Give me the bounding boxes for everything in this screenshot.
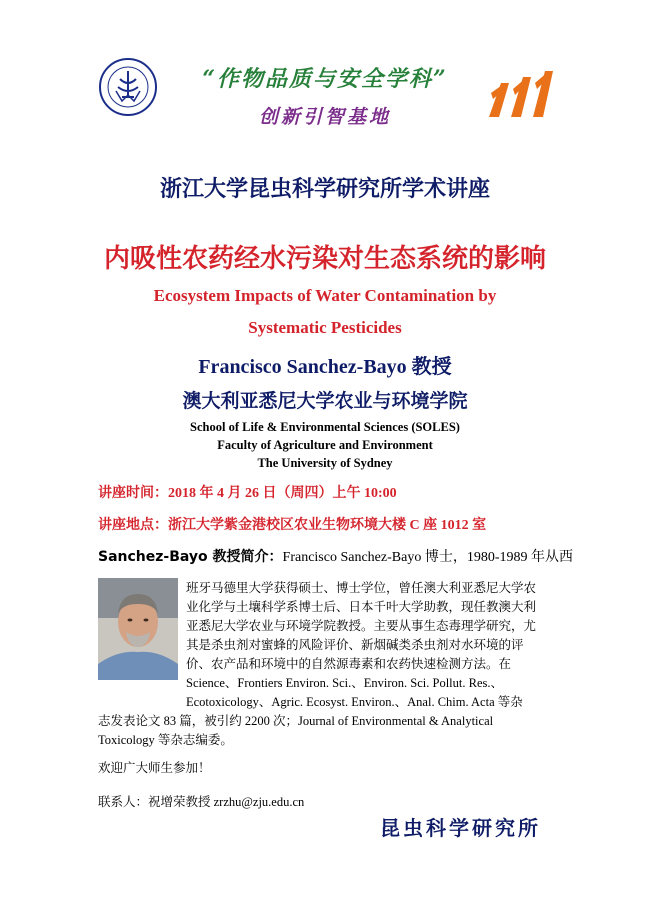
lecture-location	[98, 514, 486, 534]
affiliation-faculty: Faculty of Agriculture and Environment	[217, 438, 433, 452]
slogan-line-1: “作物品质与安全学科”	[202, 66, 448, 92]
speaker-photo	[98, 578, 178, 680]
bio-line: 志发表论文 83 篇，被引约 2200 次；Journal of Environmental & Analytical	[98, 714, 494, 728]
bio-line: 业化学与土壤科学系博士后、日本千叶大学助教，现任教澳大利	[186, 600, 537, 614]
lecture-time-label: 讲座时间：	[98, 485, 168, 501]
bio-line: Science、Frontiers Environ. Sci.、Environ. Sci. Pollut. Res.、	[186, 676, 503, 690]
lecture-title-cn: 内吸性农药经水污染对生态系统的影响	[103, 244, 546, 274]
slogan-line-2: 创新引智基地	[258, 106, 391, 128]
lecture-time	[98, 482, 397, 502]
welcome-message: 欢迎广大师生参加！	[98, 761, 211, 775]
contact-info: 联系人：祝增荣教授 zrzhu@zju.edu.cn	[98, 795, 305, 809]
speaker-affiliation-cn: 澳大利亚悉尼大学农业与环境学院	[182, 390, 468, 412]
affiliation-school: School of Life & Environmental Sciences (SOLES)	[190, 420, 460, 434]
lecture-title-en-line1: Ecosystem Impacts of Water Contamination by	[153, 286, 497, 305]
bio-heading-line	[98, 546, 573, 566]
institute-lecture-title: 浙江大学昆虫科学研究所学术讲座	[159, 177, 490, 202]
speaker-name: Francisco Sanchez-Bayo 教授	[198, 356, 452, 378]
affiliation-university: The University of Sydney	[257, 456, 393, 470]
lecture-location-value: 浙江大学紫金港校区农业生物环境大楼 C 座 1012 室	[168, 518, 487, 533]
lecture-time-value: 2018 年 4 月 26 日（周四）上午 10:00	[168, 486, 397, 501]
bio-intro: Francisco Sanchez-Bayo 博士，1980-1989 年从西	[282, 550, 573, 565]
lecture-title-en-line2: Systematic Pesticides	[248, 318, 402, 337]
bio-line: 其是杀虫剂对蜜蜂的风险评价、新烟碱类杀虫剂对水环境的评	[186, 638, 524, 652]
bio-line: Toxicology 等杂志编委。	[98, 733, 233, 747]
bio-line: 价、农产品和环境中的自然源毒素和农药快速检测方法。在	[186, 657, 512, 671]
bio-heading: Sanchez-Bayo 教授简介：	[98, 549, 283, 565]
lecture-location-label: 讲座地点：	[98, 517, 168, 533]
bio-line: Ecotoxicology、Agric. Ecosyst. Environ.、Anal. Chim. Acta 等杂	[186, 695, 523, 709]
bio-line: 班牙马德里大学获得硕士、博士学位，曾任澳大利亚悉尼大学农	[186, 581, 537, 595]
bio-line: 亚悉尼大学农业与环境学院教授。主要从事生态毒理学研究，尤	[186, 619, 537, 633]
organizer-signature: 昆虫科学研究所	[380, 816, 541, 840]
